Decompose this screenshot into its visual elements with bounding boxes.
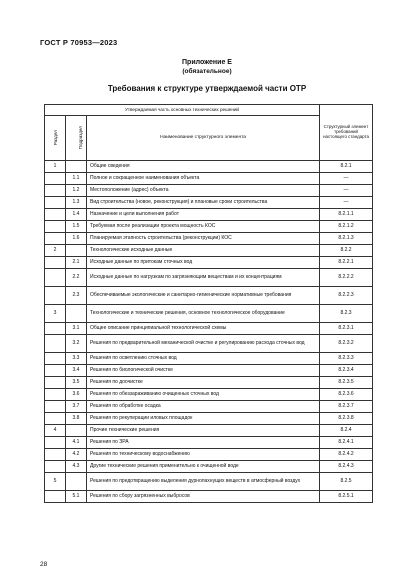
cell-section (45, 173, 66, 185)
cell-element-name: Решения по техническому водоснабжению (87, 449, 320, 461)
cell-subsection: 3.1 (66, 323, 87, 335)
cell-element-name: Исходные данные по притокам сточных вод (87, 257, 320, 269)
cell-subsection: 4.1 (66, 437, 87, 449)
cell-subsection: 2.3 (66, 287, 87, 305)
cell-clause: 8.2.3.6 (320, 389, 373, 401)
cell-clause: 8.2.2.1 (320, 257, 373, 269)
table-row (45, 197, 373, 209)
cell-clause: 8.2.3.3 (320, 353, 373, 365)
cell-section (45, 401, 66, 413)
cell-subsection: 1.1 (66, 173, 87, 185)
table-row (45, 437, 373, 449)
cell-subsection (66, 161, 87, 173)
cell-section (45, 437, 66, 449)
cell-subsection: 3.3 (66, 353, 87, 365)
cell-element-name: Решения по ЗРА (87, 437, 320, 449)
cell-section (45, 287, 66, 305)
cell-element-name: Обеспечиваемые экологические и санитарно-гигиенические нормативные требования (87, 287, 320, 305)
cell-clause: 8.2.3.5 (320, 377, 373, 389)
cell-element-name: Другие технические решения применительно к очищенной воде (87, 461, 320, 473)
cell-section: 2 (45, 245, 66, 257)
cell-section: 4 (45, 425, 66, 437)
table-row (45, 173, 373, 185)
table-row (45, 401, 373, 413)
table-row (45, 425, 373, 437)
cell-element-name: Решения по осветлению сточных вод (87, 353, 320, 365)
cell-clause: 8.2.3.2 (320, 335, 373, 353)
table-row (45, 209, 373, 221)
cell-clause: 8.2.2.2 (320, 269, 373, 287)
page-number: 28 (40, 561, 48, 568)
column-header-subsection-label: Подраздел (77, 125, 83, 149)
cell-section (45, 389, 66, 401)
cell-element-name: Вид строительства (новое, реконструкция) и плановые сроки строительства (87, 197, 320, 209)
cell-element-name: Исходные данные по нагрузкам по загрязняющим веществам и их концентрациям (87, 269, 320, 287)
cell-element-name: Решения по обработке осадка (87, 401, 320, 413)
cell-clause: — (320, 197, 373, 209)
section-heading: Требования к структуре утверждаемой части ОТР (107, 84, 307, 93)
table-row (45, 305, 373, 323)
table-row (45, 185, 373, 197)
table-row (45, 257, 373, 269)
table-row (45, 365, 373, 377)
table-row (45, 245, 373, 257)
cell-element-name: Общие сведения (87, 161, 320, 173)
cell-subsection: 1.5 (66, 221, 87, 233)
cell-element-name: Решения по предварительной механической очистке и регулированию расхода сточных вод (87, 335, 320, 353)
column-header-section-label: Раздел (52, 129, 58, 145)
table-row (45, 233, 373, 245)
cell-clause: 8.2.4.3 (320, 461, 373, 473)
cell-element-name: Технологические и технические решения, основное технологическое оборудование (87, 305, 320, 323)
table-row (45, 473, 373, 491)
cell-subsection: 4.3 (66, 461, 87, 473)
table-row (45, 335, 373, 353)
cell-clause: 8.2.3 (320, 305, 373, 323)
cell-section (45, 461, 66, 473)
cell-section (45, 221, 66, 233)
cell-element-name: Решения по предотвращению выделения дурнопахнущих веществ в атмосферный воздух (87, 473, 320, 491)
cell-subsection: 2.2 (66, 269, 87, 287)
column-header-clause: Структурный элемент требований настоящего стандарта (320, 105, 373, 161)
cell-section: 5 (45, 473, 66, 491)
cell-clause: 8.2.5 (320, 473, 373, 491)
table-row (45, 413, 373, 425)
cell-subsection: 1.6 (66, 233, 87, 245)
cell-subsection: 3.6 (66, 389, 87, 401)
document-code: ГОСТ Р 70953—2023 (40, 38, 118, 47)
cell-subsection: 1.3 (66, 197, 87, 209)
cell-section: 1 (45, 161, 66, 173)
cell-clause: 8.2.1.1 (320, 209, 373, 221)
cell-subsection (66, 245, 87, 257)
cell-element-name: Планируемая этапность строительства (реконструкции) КОС (87, 233, 320, 245)
cell-subsection: 1.4 (66, 209, 87, 221)
cell-section (45, 197, 66, 209)
cell-clause: 8.2.1.2 (320, 221, 373, 233)
table-row (45, 461, 373, 473)
cell-clause: 8.2.2 (320, 245, 373, 257)
cell-section (45, 449, 66, 461)
cell-clause: 8.2.1.3 (320, 233, 373, 245)
table-row (45, 491, 373, 503)
table-row (45, 353, 373, 365)
cell-element-name: Решения по сбору загрязненных выбросов (87, 491, 320, 503)
cell-element-name: Прочие технические решения (87, 425, 320, 437)
cell-subsection (66, 425, 87, 437)
cell-section (45, 209, 66, 221)
table-row (45, 287, 373, 305)
table-body (45, 161, 373, 503)
cell-clause: 8.2.5.1 (320, 491, 373, 503)
cell-clause: 8.2.4.2 (320, 449, 373, 461)
table-super-header: Утверждаемая часть основных технических решений (45, 105, 320, 116)
cell-element-name: Решения по биологической очистке (87, 365, 320, 377)
cell-clause: 8.2.4.1 (320, 437, 373, 449)
appendix-status: (обязательное) (182, 68, 232, 75)
cell-subsection: 2.1 (66, 257, 87, 269)
cell-element-name: Общее описание принципиальной технологической схемы (87, 323, 320, 335)
cell-element-name: Решения по доочистке (87, 377, 320, 389)
cell-section (45, 491, 66, 503)
column-header-name: Наименование структурного элемента (87, 116, 320, 161)
cell-section (45, 269, 66, 287)
cell-section (45, 185, 66, 197)
cell-clause: 8.2.1 (320, 161, 373, 173)
cell-clause: 8.2.3.7 (320, 401, 373, 413)
cell-element-name: Назначение и цели выполнения работ (87, 209, 320, 221)
cell-element-name: Требуемая после реализации проекта мощность КОС (87, 221, 320, 233)
cell-subsection (66, 305, 87, 323)
cell-section (45, 323, 66, 335)
cell-section (45, 233, 66, 245)
cell-subsection: 3.5 (66, 377, 87, 389)
cell-clause: 8.2.3.4 (320, 365, 373, 377)
cell-element-name: Решения по рекуперации иловых площадок (87, 413, 320, 425)
cell-section (45, 257, 66, 269)
cell-section: 3 (45, 305, 66, 323)
cell-subsection (66, 473, 87, 491)
cell-subsection: 5.1 (66, 491, 87, 503)
table-row (45, 389, 373, 401)
cell-element-name: Решения по обеззараживанию очищенных сточных вод (87, 389, 320, 401)
table-row (45, 449, 373, 461)
cell-element-name: Полное и сокращенное наименования объекта (87, 173, 320, 185)
table-row (45, 221, 373, 233)
cell-clause: 8.2.3.1 (320, 323, 373, 335)
cell-subsection: 3.7 (66, 401, 87, 413)
cell-section (45, 353, 66, 365)
cell-subsection: 3.4 (66, 365, 87, 377)
cell-clause: 8.2.4 (320, 425, 373, 437)
cell-clause: — (320, 173, 373, 185)
cell-section (45, 413, 66, 425)
column-header-section (45, 116, 66, 161)
cell-subsection: 4.2 (66, 449, 87, 461)
requirements-table (44, 104, 373, 503)
column-header-subsection (66, 116, 87, 161)
table-row (45, 269, 373, 287)
cell-subsection: 3.2 (66, 335, 87, 353)
table-row (45, 161, 373, 173)
cell-clause: 8.2.2.3 (320, 287, 373, 305)
cell-section (45, 335, 66, 353)
appendix-title: Приложение Е (182, 59, 232, 66)
cell-subsection: 1.2 (66, 185, 87, 197)
cell-subsection: 3.8 (66, 413, 87, 425)
cell-clause: 8.2.3.8 (320, 413, 373, 425)
table-row (45, 323, 373, 335)
cell-section (45, 365, 66, 377)
cell-element-name: Технологические исходные данные (87, 245, 320, 257)
cell-clause: — (320, 185, 373, 197)
cell-element-name: Местоположение (адрес) объекта (87, 185, 320, 197)
table-row (45, 377, 373, 389)
cell-section (45, 377, 66, 389)
